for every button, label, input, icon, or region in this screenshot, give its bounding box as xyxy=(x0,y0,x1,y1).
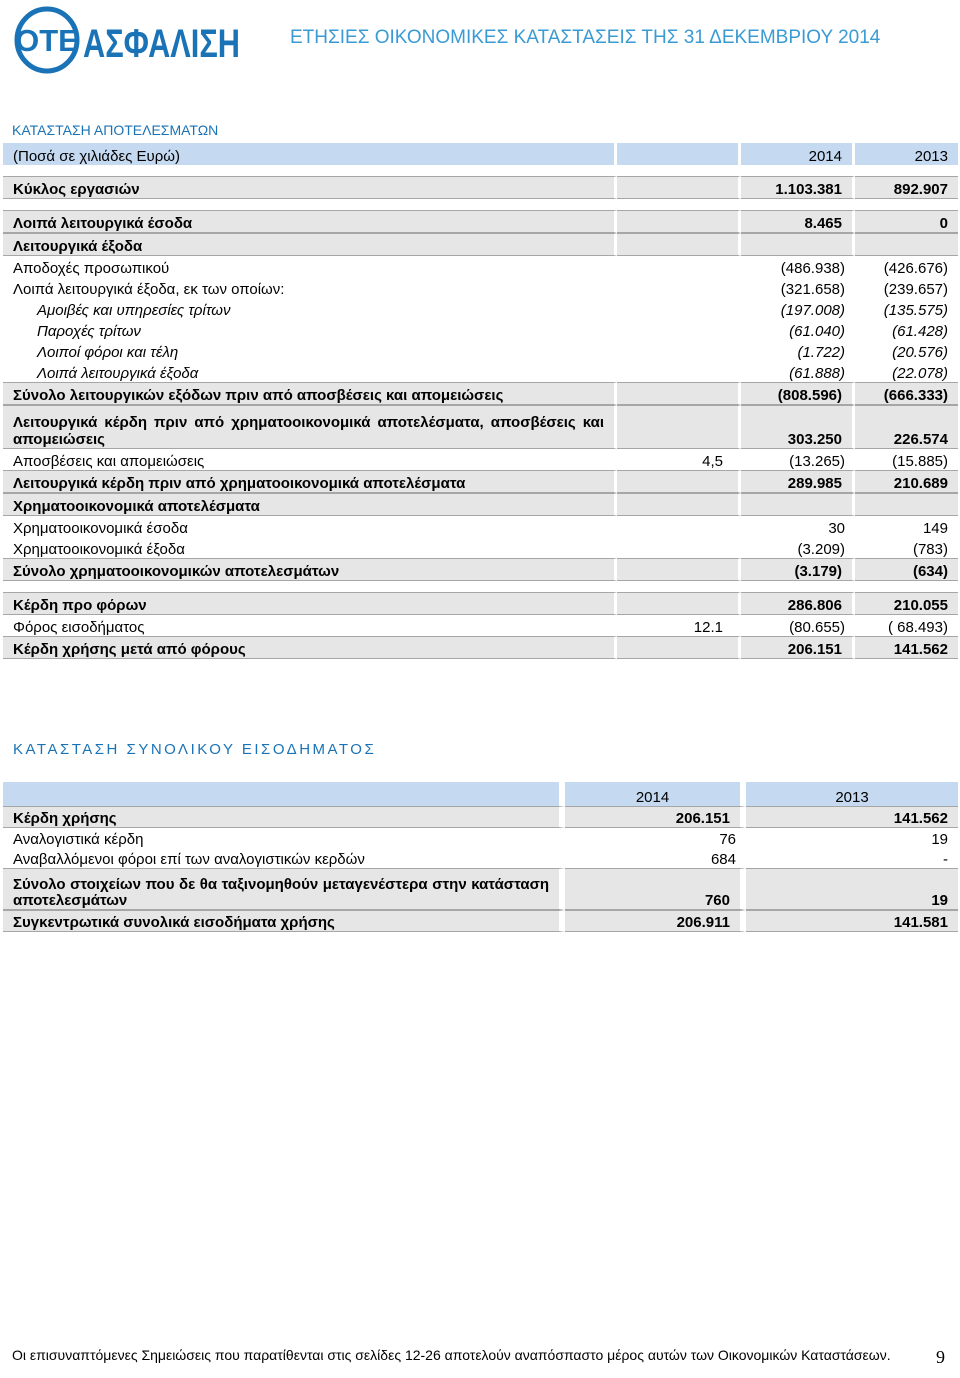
row-note xyxy=(617,592,741,615)
table-row-fin-total xyxy=(3,558,958,581)
row-value-2014: 206.911 xyxy=(565,910,746,932)
row-value-2013: 19 xyxy=(931,831,948,848)
row-note xyxy=(617,298,741,319)
table-row-other-taxes xyxy=(3,340,958,361)
row-label: Λειτουργικά κέρδη πριν από χρηματοοικονομικά αποτελέσματα xyxy=(3,470,617,493)
row-label: Λειτουργικά έξοδα xyxy=(3,233,617,256)
table-row-depreciation xyxy=(3,449,958,470)
units-label: (Ποσά σε χιλιάδες Ευρώ) xyxy=(3,143,617,165)
row-value-2013: (239.657) xyxy=(883,281,948,298)
table-row-other-opex xyxy=(3,277,958,298)
logo-brand-text: ΑΣΦΑΛΙΣΗ xyxy=(83,22,240,66)
row-value-2014: 8.465 xyxy=(741,210,855,233)
row-value-2014: (13.265) xyxy=(789,453,845,470)
table-row-third-party-fees xyxy=(3,298,958,319)
row-label: Λειτουργικά κέρδη πριν από χρηματοοικονομικά αποτελέσματα, αποσβέσεις και απομειώσεις xyxy=(3,405,617,449)
row-value-2014: 286.806 xyxy=(741,592,855,615)
row-value-2014: (80.655) xyxy=(789,619,845,636)
row-note xyxy=(617,636,741,659)
table-row-actuarial xyxy=(3,828,958,848)
table-row-net-profit xyxy=(3,636,958,659)
row-value-2014: (321.658) xyxy=(780,281,845,298)
row-value-2013: 0 xyxy=(855,210,958,233)
row-label: Λοιπά λειτουργικά έσοδα xyxy=(3,210,617,233)
table-header-row xyxy=(3,143,958,165)
row-label: Σύνολο λειτουργικών εξόδων πριν από αποσβέσεις και απομειώσεις xyxy=(3,382,617,405)
comprehensive-income-title: ΚΑΤΑΣΤΑΣΗ ΣΥΝΟΛΙΚΟΥ ΕΙΣΟΔΗΜΑΤΟΣ xyxy=(13,741,377,758)
income-statement-table xyxy=(3,143,958,659)
row-note: 4,5 xyxy=(702,453,723,470)
table-row-other-income xyxy=(3,210,958,233)
row-value-2013: (634) xyxy=(855,558,958,581)
row-value-2013: (61.428) xyxy=(892,323,948,340)
row-value-2014: 1.103.381 xyxy=(741,176,855,199)
year-current-header: 2014 xyxy=(565,782,746,806)
page-number: 9 xyxy=(936,1347,945,1367)
row-value-2014: (486.938) xyxy=(780,260,845,277)
row-label: Λοιπά λειτουργικά έξοδα, εκ των οποίων: xyxy=(13,281,285,298)
row-label: Αμοιβές και υπηρεσίες τρίτων xyxy=(37,302,231,319)
table-row-profit xyxy=(3,806,958,828)
table-row-fin-expense xyxy=(3,537,958,558)
row-value-2013: (15.885) xyxy=(892,453,948,470)
row-note xyxy=(617,558,741,581)
row-label: Κέρδη χρήσης μετά από φόρους xyxy=(3,636,617,659)
comprehensive-income-table xyxy=(3,782,958,932)
row-label: Αποσβέσεις και απομειώσεις xyxy=(13,453,205,470)
table-row-third-party-benefits xyxy=(3,319,958,340)
table-row-staff-costs xyxy=(3,256,958,277)
row-label: Λοιποί φόροι και τέλη xyxy=(37,344,179,361)
row-value-2013: 210.055 xyxy=(855,592,958,615)
table-row-deferred-tax xyxy=(3,848,958,868)
row-note xyxy=(617,537,741,558)
row-note xyxy=(617,470,741,493)
row-value-2014: 289.985 xyxy=(741,470,855,493)
row-label: Συγκεντρωτικά συνολικά εισοδήματα χρήσης xyxy=(3,910,565,932)
spacer-row xyxy=(3,165,958,176)
table-row-opex-heading xyxy=(3,233,958,256)
row-value-2014: (61.888) xyxy=(789,365,845,382)
row-label: Λοιπά λειτουργικά έξοδα xyxy=(37,365,199,382)
row-value-2013: 226.574 xyxy=(855,405,958,449)
row-label: Χρηματοοικονομικά έξοδα xyxy=(13,541,185,558)
table-row-income-tax xyxy=(3,615,958,636)
row-value-2013: 141.562 xyxy=(855,636,958,659)
row-value-2014: (808.596) xyxy=(741,382,855,405)
spacer-row xyxy=(3,581,958,592)
row-note xyxy=(617,210,741,233)
table-row-pbt xyxy=(3,592,958,615)
table-header-row xyxy=(3,782,958,806)
row-value-2013: - xyxy=(943,851,948,868)
row-label: Κέρδη χρήσης xyxy=(3,806,565,828)
table-row-fin-heading xyxy=(3,493,958,516)
row-value-2014: (61.040) xyxy=(789,323,845,340)
row-value-2014: 760 xyxy=(565,868,746,910)
row-note xyxy=(617,382,741,405)
year-prior-header: 2013 xyxy=(746,782,958,806)
year-prior-header: 2013 xyxy=(855,143,958,165)
row-value-2014: 76 xyxy=(719,831,736,848)
row-value-2013: (426.676) xyxy=(883,260,948,277)
label-column-header xyxy=(3,782,565,806)
table-row-total-opex xyxy=(3,382,958,405)
row-label: Αναβαλλόμενοι φόροι επί των αναλογιστικών κερδών xyxy=(13,851,365,868)
table-row-other-opex-sub xyxy=(3,361,958,382)
table-row-oci-total xyxy=(3,868,958,910)
row-note: 12.1 xyxy=(693,619,723,636)
row-label: Κύκλος εργασιών xyxy=(3,176,617,199)
row-label: Φόρος εισοδήματος xyxy=(13,619,145,636)
row-value-2013: 210.689 xyxy=(855,470,958,493)
ote-asfalisi-logo xyxy=(14,4,244,74)
row-value-2014: (3.179) xyxy=(741,558,855,581)
table-row-ebit xyxy=(3,470,958,493)
row-note xyxy=(617,277,741,298)
logo-ote-text: ΟΤΕ xyxy=(15,23,79,58)
row-value-2013: 19 xyxy=(746,868,958,910)
row-value-2014: (1.722) xyxy=(797,344,845,361)
year-current-header: 2014 xyxy=(741,143,855,165)
table-row-ebitda xyxy=(3,405,958,449)
spacer-row xyxy=(3,199,958,210)
row-value-2014: 303.250 xyxy=(741,405,855,449)
row-note xyxy=(617,340,741,361)
row-value-2014: 30 xyxy=(828,520,845,537)
row-label: Αποδοχές προσωπικού xyxy=(13,260,170,277)
row-value-2013: 141.562 xyxy=(746,806,958,828)
table-row-revenue xyxy=(3,176,958,199)
row-note xyxy=(617,176,741,199)
row-value-2014: 206.151 xyxy=(741,636,855,659)
row-value-2014: 684 xyxy=(710,851,736,868)
row-value-2014: (197.008) xyxy=(780,302,845,319)
row-value-2013: 892.907 xyxy=(855,176,958,199)
row-value-2013: (135.575) xyxy=(883,302,948,319)
row-label: Αναλογιστικά κέρδη xyxy=(13,831,144,848)
row-value-2013: ( 68.493) xyxy=(887,619,948,636)
row-label: Παροχές τρίτων xyxy=(37,323,141,340)
document-header-title: ΕΤΗΣΙΕΣ ΟΙΚΟΝΟΜΙΚΕΣ ΚΑΤΑΣΤΑΣΕΙΣ ΤΗΣ 31 ΔΕΚΕΜΒΡΙΟΥ 2014 xyxy=(290,27,881,48)
income-statement-title: ΚΑΤΑΣΤΑΣΗ ΑΠΟΤΕΛΕΣΜΑΤΩΝ xyxy=(12,122,219,138)
row-note xyxy=(617,405,741,449)
row-note xyxy=(617,516,741,537)
row-label: Χρηματοοικονομικά έσοδα xyxy=(13,520,188,537)
row-value-2013: (20.576) xyxy=(892,344,948,361)
row-value-2013: 149 xyxy=(922,520,948,537)
note-column-header xyxy=(617,143,741,165)
row-label: Χρηματοοικονομικά αποτελέσματα xyxy=(3,493,617,516)
row-value-2014: (3.209) xyxy=(797,541,845,558)
row-note xyxy=(617,319,741,340)
row-note xyxy=(617,361,741,382)
row-value-2013: (22.078) xyxy=(892,365,948,382)
table-row-total-ci xyxy=(3,910,958,932)
row-value-2013: (666.333) xyxy=(855,382,958,405)
row-value-2013: 141.581 xyxy=(746,910,958,932)
footer-note: Οι επισυναπτόμενες Σημειώσεις που παρατίθενται στις σελίδες 12-26 αποτελούν αναπόσπαστο μέρος αυτών των Οικονομικών Καταστάσεων. xyxy=(12,1347,891,1363)
row-label: Σύνολο χρηματοοικονομικών αποτελεσμάτων xyxy=(3,558,617,581)
row-value-2013: (783) xyxy=(912,541,948,558)
table-row-fin-income xyxy=(3,516,958,537)
row-label: Σύνολο στοιχείων που δε θα ταξινομηθούν μεταγενέστερα στην κατάσταση αποτελεσμάτων xyxy=(3,868,565,910)
row-value-2014: 206.151 xyxy=(565,806,746,828)
row-note xyxy=(617,256,741,277)
row-label: Κέρδη προ φόρων xyxy=(3,592,617,615)
